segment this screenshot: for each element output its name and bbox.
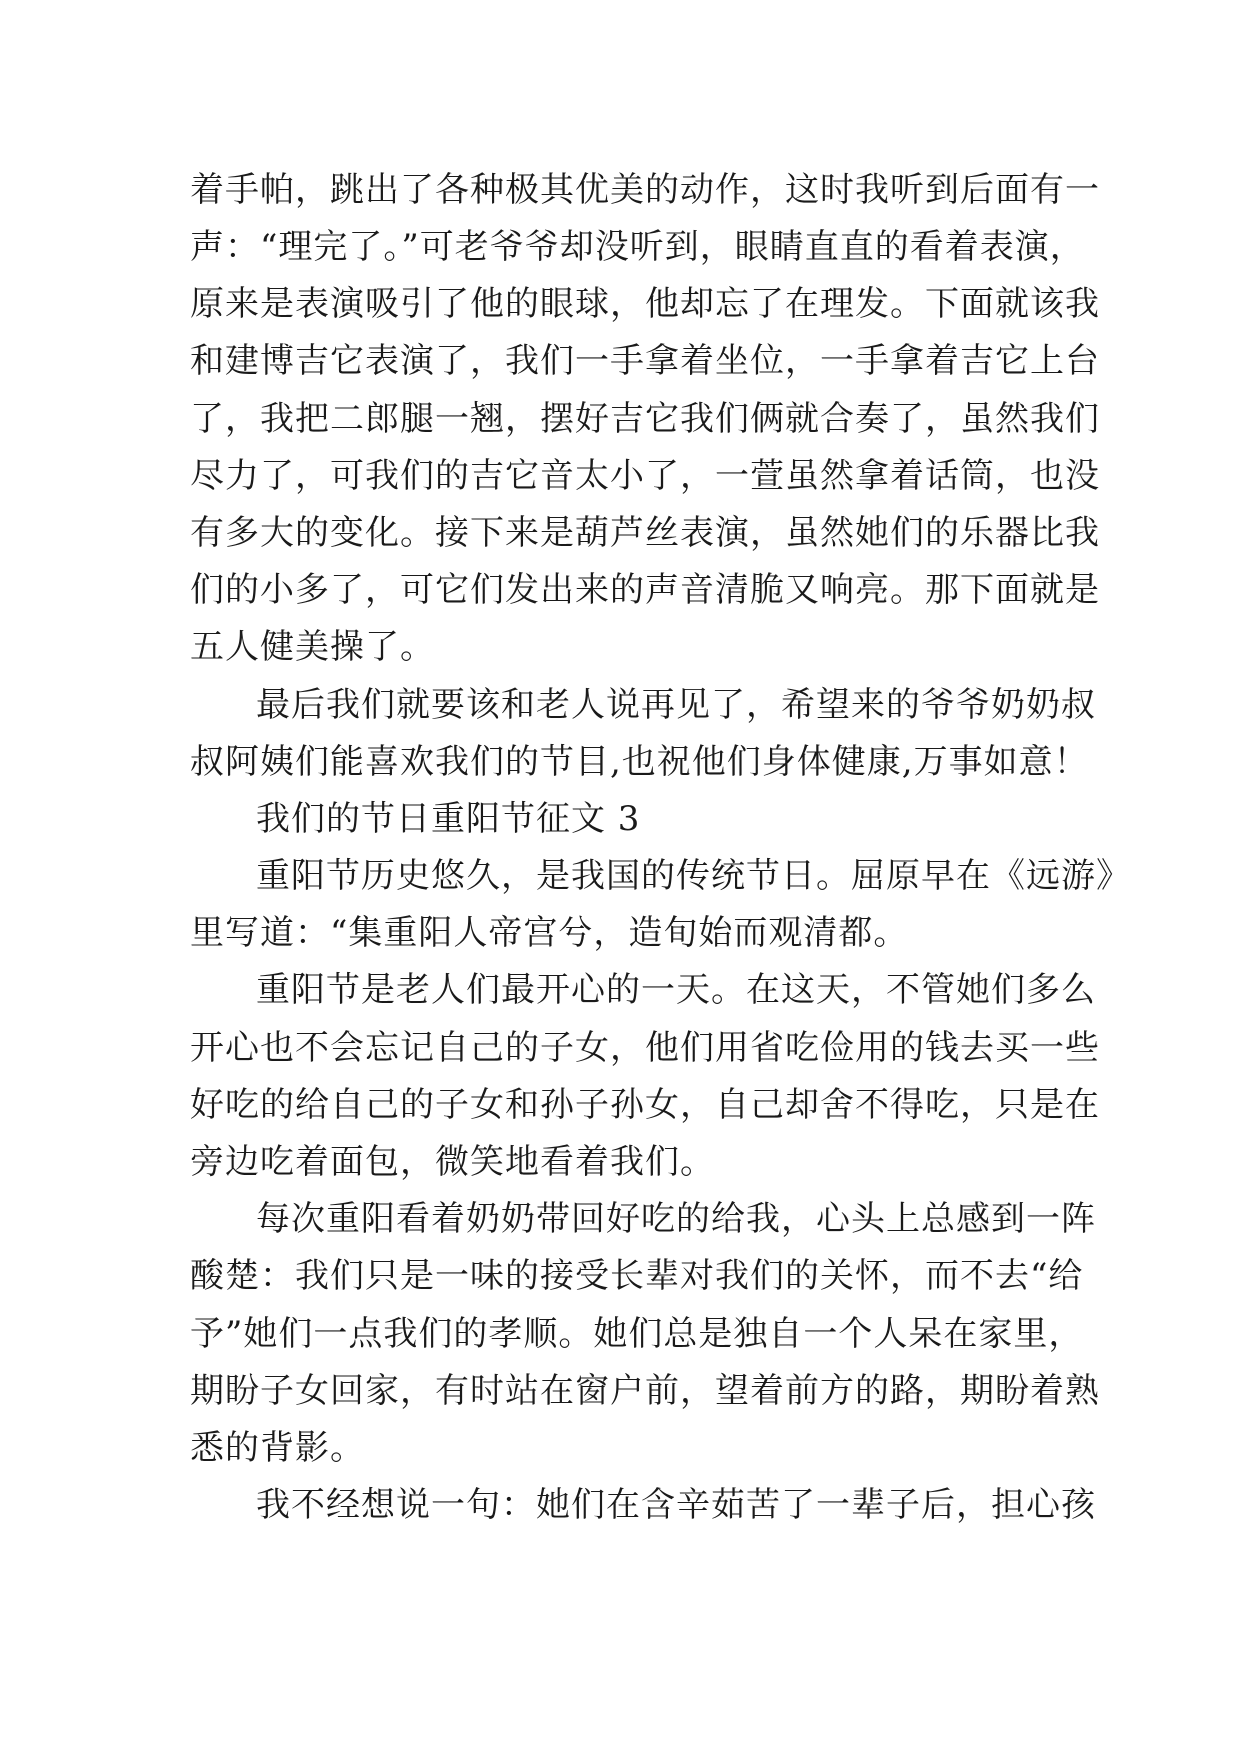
text-line: 里写道：“集重阳人帝宫兮，造旬始而观清都。 xyxy=(190,913,909,953)
text-line: 们的小多了，可它们发出来的声音清脆又响亮。那下面就是 xyxy=(190,570,1100,610)
text-line: 悉的背影。 xyxy=(190,1428,365,1468)
text-line: 酸楚：我们只是一味的接受长辈对我们的关怀，而不去“给 xyxy=(190,1256,1084,1296)
text-line: 和建博吉它表演了，我们一手拿着坐位，一手拿着吉它上台 xyxy=(190,341,1100,381)
text-line: 原来是表演吸引了他的眼球，他却忘了在理发。下面就该我 xyxy=(190,284,1100,324)
text-line: 旁边吃着面包，微笑地看着我们。 xyxy=(190,1142,715,1182)
text-line: 期盼子女回家，有时站在窗户前，望着前方的路，期盼着熟 xyxy=(190,1371,1100,1411)
text-line: 着手帕，跳出了各种极其优美的动作，这时我听到后面有一 xyxy=(190,170,1100,210)
paragraph-first-line: 重阳节历史悠久，是我国的传统节日。屈原早在《远游》 xyxy=(256,856,1131,896)
text-line: 声：“理完了。”可老爷爷却没听到，眼睛直直的看着表演， xyxy=(190,227,1085,267)
text-line: 好吃的给自己的子女和孙子孙女，自己却舍不得吃，只是在 xyxy=(190,1085,1100,1125)
paragraph-first-line: 最后我们就要该和老人说再见了，希望来的爷爷奶奶叔 xyxy=(256,685,1096,725)
text-line: 开心也不会忘记自己的子女，他们用省吃俭用的钱去买一些 xyxy=(190,1028,1100,1068)
paragraph-first-line: 每次重阳看着奶奶带回好吃的给我，心头上总感到一阵 xyxy=(256,1199,1096,1239)
text-line: 叔阿姨们能喜欢我们的节目,也祝他们身体健康,万事如意！ xyxy=(190,742,1089,782)
text-line: 五人健美操了。 xyxy=(190,627,435,667)
paragraph-first-line: 我不经想说一句：她们在含辛茹苦了一辈子后，担心孩 xyxy=(256,1485,1096,1525)
text-line: 尽力了，可我们的吉它音太小了，一萱虽然拿着话筒，也没 xyxy=(190,456,1100,496)
paragraph-first-line: 重阳节是老人们最开心的一天。在这天，不管她们多么 xyxy=(256,970,1096,1010)
section-heading: 我们的节日重阳节征文 3 xyxy=(256,799,641,839)
text-line: 了，我把二郎腿一翘，摆好吉它我们俩就合奏了，虽然我们 xyxy=(190,399,1100,439)
text-line: 予”她们一点我们的孝顺。她们总是独自一个人呆在家里， xyxy=(190,1314,1084,1354)
text-line: 有多大的变化。接下来是葫芦丝表演，虽然她们的乐器比我 xyxy=(190,513,1100,553)
